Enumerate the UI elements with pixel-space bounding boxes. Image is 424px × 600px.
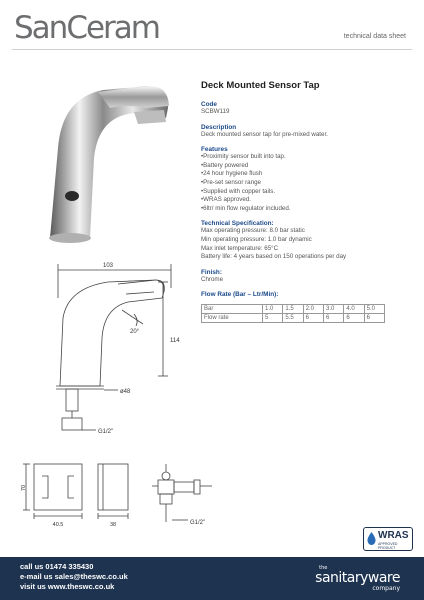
table-cell: 1.5: [283, 305, 303, 314]
table-cell: 6: [364, 314, 384, 323]
finish-heading: Finish:: [201, 268, 222, 276]
finish-section: [201, 269, 411, 285]
tech-spec-line: Max operating pressure: 8.0 bar static: [201, 227, 305, 235]
diameter-dim-label: ø48: [120, 389, 131, 395]
wras-sub: APPROVED PRODUCT: [378, 542, 398, 550]
box-width-label: 40.5: [52, 522, 64, 528]
description-section: [201, 124, 411, 140]
wras-badge: [363, 527, 413, 551]
description-text: Deck mounted sensor tap for pre-mixed water.: [201, 130, 328, 138]
flow-heading: Flow Rate (Bar – Ltr/Min):: [201, 291, 279, 299]
features-heading: Features: [201, 146, 228, 154]
feature-item: • Supplied with copper tails.: [201, 188, 411, 197]
feature-item: • 24 hour hygiene flush: [201, 170, 411, 179]
wras-name: WRAS: [378, 530, 409, 541]
website-line[interactable]: visit us www.theswc.co.uk: [20, 582, 115, 591]
header-divider: [12, 49, 412, 50]
product-photo: [28, 78, 188, 248]
phone-line: call us 01474 335430: [20, 562, 94, 571]
tech-spec-section: [201, 220, 411, 261]
feature-item: • Battery powered: [201, 162, 411, 171]
feature-item: • Pre-set sensor range: [201, 179, 411, 188]
brand-the: the: [319, 565, 328, 571]
table-cell: Bar: [202, 305, 263, 314]
flow-section: [201, 291, 411, 323]
product-details: [201, 80, 411, 330]
features-list: [201, 153, 411, 213]
product-title: Deck Mounted Sensor Tap: [201, 80, 320, 91]
table-cell: 6: [344, 314, 364, 323]
angle-dim-label: 20°: [130, 329, 140, 335]
water-drop-icon: [367, 532, 376, 545]
contact-block: [20, 562, 128, 592]
tech-spec-line: Max inlet temperature: 65°C: [201, 244, 279, 252]
side-dimension-drawing: [38, 258, 198, 443]
brand-company: company: [372, 585, 400, 592]
code-section: [201, 101, 411, 117]
box-dimension-drawing: [18, 458, 248, 530]
box-height-label: 70: [21, 484, 27, 491]
brand-logo: SanCeram: [14, 10, 159, 46]
description-heading: Description: [201, 123, 237, 131]
table-row: [202, 305, 385, 314]
features-section: [201, 146, 411, 213]
tech-spec-line: Battery life: 4 years based on 150 operations per day: [201, 253, 347, 261]
feature-item: • 6ltr/ min flow regulator included.: [201, 205, 411, 214]
table-cell: 4.0: [344, 305, 364, 314]
tech-spec-line: Min operating pressure: 1.0 bar dynamic: [201, 235, 312, 243]
table-cell: 6: [303, 314, 323, 323]
thread-top-label: G1/2": [98, 429, 114, 435]
table-cell: 5.5: [283, 314, 303, 323]
table-row: [202, 314, 385, 323]
sheet-label: technical data sheet: [343, 33, 406, 40]
height-dim-label: 114: [170, 338, 180, 344]
company-logo: [315, 565, 400, 592]
table-cell: 2.0: [303, 305, 323, 314]
table-cell: Flow rate: [202, 314, 263, 323]
feature-item: • Proximity sensor built into tap.: [201, 153, 411, 162]
finish-text: Chrome: [201, 275, 224, 283]
table-cell: 6: [323, 314, 343, 323]
box-depth-label: 38: [109, 522, 117, 528]
table-cell: 1.0: [263, 305, 283, 314]
product-code: SCBW119: [201, 108, 230, 115]
thread-bottom-label: G1/2": [190, 520, 206, 526]
brand-name: sanitaryware: [315, 570, 400, 586]
feature-item: • WRAS approved.: [201, 196, 411, 205]
table-cell: 3.0: [323, 305, 343, 314]
width-dim-label: 103: [102, 263, 114, 269]
flow-rate-table: [201, 304, 385, 323]
tech-spec-heading: Technical Specification:: [201, 220, 274, 228]
footer-bar: [0, 557, 424, 600]
code-heading: Code: [201, 101, 217, 108]
table-cell: 5.0: [364, 305, 384, 314]
table-cell: 5: [263, 314, 283, 323]
email-line[interactable]: e-mail us sales@theswc.co.uk: [20, 572, 128, 581]
